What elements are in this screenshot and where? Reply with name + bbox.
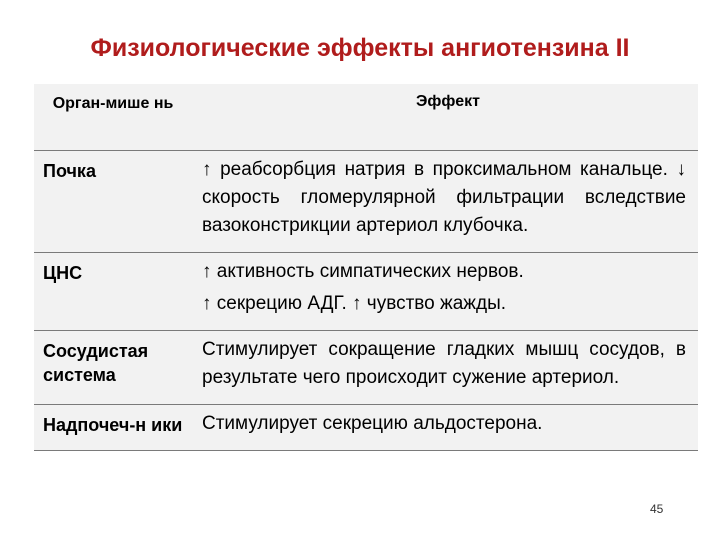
row-organ: Надпочеч-н ики (34, 405, 198, 451)
row-effect (198, 151, 698, 253)
slide-title: Физиологические эффекты ангиотензина II (90, 34, 630, 62)
page-number: 45 (650, 502, 664, 516)
effect-text: Стимулирует сокращение гладких мышц сосудов, в результате чего происходит сужение артериол. (202, 339, 686, 388)
table-row (34, 151, 698, 253)
row-effect (198, 253, 698, 331)
row-effect (198, 405, 698, 451)
effects-table (34, 84, 698, 451)
row-organ: Сосудистая система (34, 331, 198, 405)
effect-text: ↑ активность симпатических нервов. (202, 261, 524, 282)
table-row (34, 405, 698, 451)
row-effect (198, 331, 698, 405)
row-organ: ЦНС (34, 253, 198, 331)
table-row (34, 331, 698, 405)
header-effect: Эффект (198, 84, 698, 151)
row-organ: Почка (34, 151, 198, 253)
effect-text: ↑ секрецию АДГ. ↑ чувство жажды. (202, 293, 507, 314)
header-organ: Орган-мише нь (34, 84, 198, 151)
effect-text: Стимулирует секрецию альдостерона. (202, 413, 543, 434)
table-row (34, 253, 698, 331)
effect-text: ↑ реабсорбция натрия в проксимальном канальце. ↓ скорость гломерулярной фильтрации вследствие вазоконстрикции артериол клубочка. (202, 159, 686, 236)
table-header-row (34, 84, 698, 151)
